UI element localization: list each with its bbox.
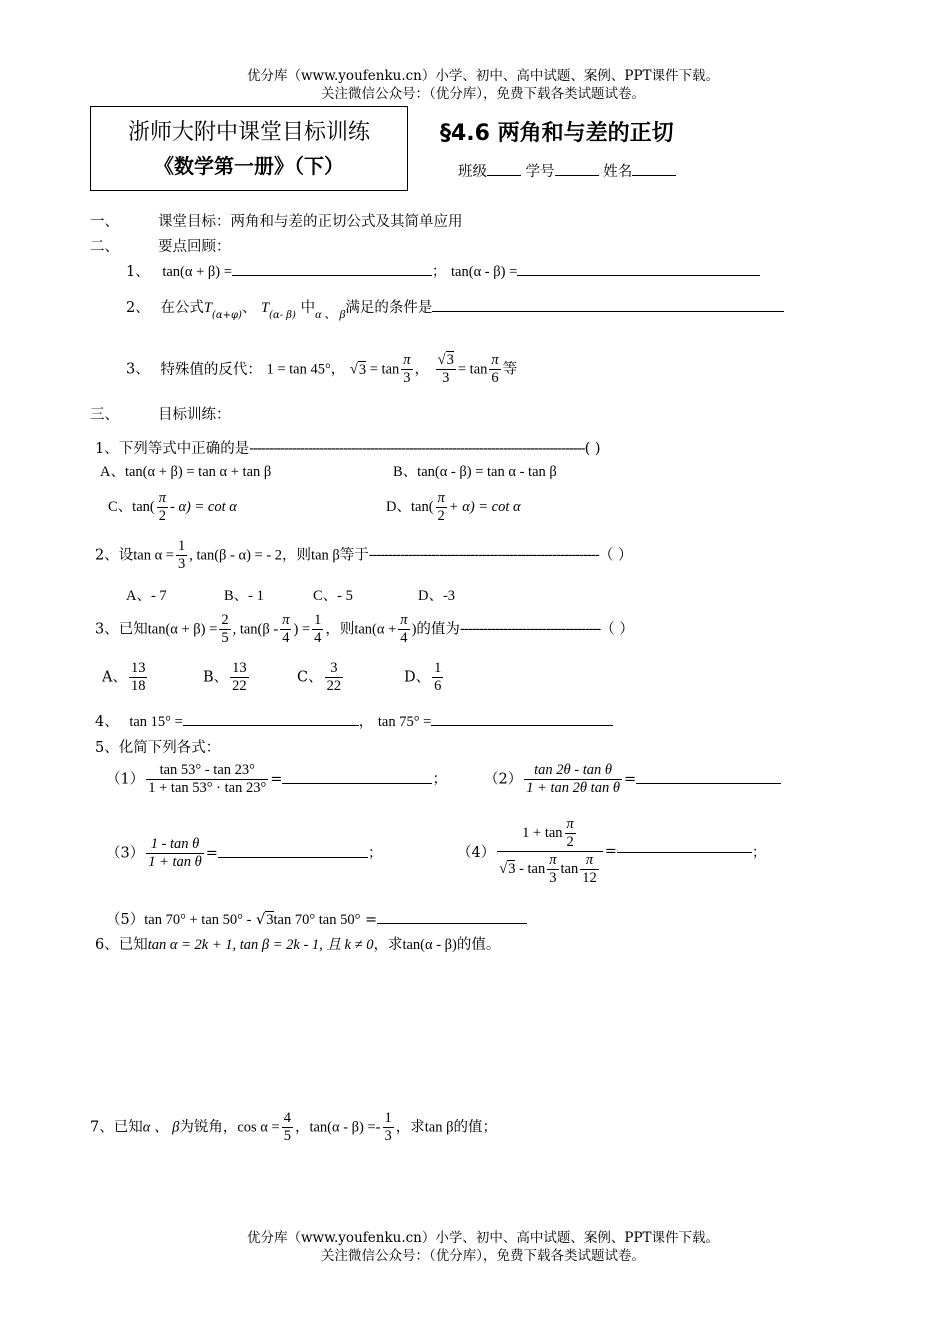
formula-T-plus: T <box>203 300 212 316</box>
frac-4-5 <box>282 1110 293 1145</box>
question-6 <box>95 933 500 954</box>
frac-den: 22 <box>326 678 342 694</box>
q2-dash-leader: ----------------------------------------------------------- <box>368 547 599 564</box>
q4-blank-a[interactable] <box>183 724 359 726</box>
lesson-title <box>440 116 674 147</box>
frac-pi-3 <box>401 352 412 387</box>
frac-den: 3 <box>403 370 411 386</box>
q5-p3-label: （3） <box>106 845 145 862</box>
q1-stem-text: 1、下列等式中正确的是 <box>95 441 250 457</box>
review-3-comma-1: ， <box>330 361 346 378</box>
q6-answer-space[interactable] <box>95 958 855 1098</box>
review-2-text-2: 满足的条件是 <box>345 300 433 316</box>
review-2-sep: 、 <box>241 300 257 316</box>
frac-den: 1 + tan 2θ tan θ <box>526 780 620 796</box>
q3-dash-leader: ------------------------------------ <box>459 621 601 638</box>
q5-p3-semi: ； <box>367 845 383 862</box>
q6-stem-text: 6、已知 <box>95 937 148 953</box>
q5-p5-blank[interactable] <box>377 922 527 924</box>
q3-part-4: tan(α + <box>354 621 397 638</box>
q5-p5-expr-a: tan 70° + tan 50° - <box>144 912 252 928</box>
q4-num: 4、 <box>95 714 119 730</box>
q4-tan-15: tan 15° = <box>129 714 183 730</box>
frac-num: π <box>403 352 411 368</box>
frac-den: 3 <box>549 870 557 886</box>
q1-c-tan: tan( <box>132 498 155 515</box>
q3-a-label: A、 <box>102 669 127 686</box>
frac-pi-6 <box>489 352 500 387</box>
frac-3-22 <box>325 660 344 695</box>
frac-num: tan 53° - tan 23° <box>146 762 268 780</box>
question-3-stem <box>95 612 634 647</box>
q5-part-2 <box>484 762 781 797</box>
q3-b-label: B、 <box>203 669 229 686</box>
section-1-num: 一、 <box>90 214 119 230</box>
sqrt-3: 3 <box>266 912 274 928</box>
q5-p2-fraction <box>524 762 622 797</box>
book-title: 《数学第一册》（下） <box>154 154 344 178</box>
frac-den: 1 + tan θ <box>148 854 202 870</box>
q2-stem-text: 2、设 <box>95 547 134 564</box>
question-5-stem: 5、化简下列各式： <box>95 740 221 756</box>
q1-option-d[interactable] <box>386 490 521 525</box>
q7-comma: ， <box>294 1119 310 1136</box>
q5-part-5: （5）tan 70° + tan 50° - √3tan 70° tan 50° = <box>106 908 527 929</box>
q1-option-c[interactable] <box>108 490 237 525</box>
frac-num: 1 - tan θ <box>146 836 204 854</box>
class-blank[interactable] <box>487 174 521 176</box>
frac-den: 4 <box>400 630 408 646</box>
frac-num: 1 <box>434 660 442 676</box>
frac-num: 13 <box>232 660 247 676</box>
q6-ask-2: 的值。 <box>456 937 501 953</box>
q5-p4-eq: = <box>604 843 617 860</box>
q5-part-4 <box>457 816 766 887</box>
q5-p4-numerator <box>497 816 603 852</box>
q6-expression: tan(α - β) <box>402 937 457 953</box>
frac-num: π <box>400 612 408 628</box>
footer-line-2: 关注微信公众号：（优分库），免费下载各类试题试卷。 <box>321 1248 645 1264</box>
question-7 <box>90 1110 497 1145</box>
student-info-row <box>458 160 676 181</box>
frac-num: π <box>437 490 445 506</box>
q5-p4-semi: ； <box>751 845 767 861</box>
q7-ask-2: 的值； <box>453 1119 497 1136</box>
frac-num: √3 <box>437 352 454 368</box>
q5-p1-blank[interactable] <box>282 782 432 784</box>
q1-answer-paren[interactable]: ( ) <box>584 441 601 457</box>
q5-p4-fraction <box>497 816 603 887</box>
review-1-blank-b[interactable] <box>517 274 760 276</box>
q6-condition: tan α = 2k + 1, tan β = 2k - 1, 且 k ≠ 0 <box>147 937 374 953</box>
formula-T-minus-sub: (α- β) <box>269 310 296 321</box>
q3-part-1: tan(α + β) = <box>147 621 218 638</box>
q6-ask-1: ，求 <box>373 937 403 953</box>
frac-num: π <box>282 612 290 628</box>
class-label: 班级 <box>458 164 487 180</box>
frac-pi-2 <box>565 816 576 851</box>
frac-1-4 <box>312 612 323 647</box>
q3-option-a[interactable] <box>102 660 149 695</box>
q2-then: ，则 <box>282 547 312 564</box>
sqrt-3: 3 <box>358 361 367 378</box>
frac-1-3 <box>176 538 187 573</box>
section-3-text: 目标训练： <box>158 407 231 423</box>
name-label: 姓名 <box>603 164 633 180</box>
q5-p2-eq: = <box>623 771 637 788</box>
review-3-text: 特殊值的反代： <box>160 361 262 378</box>
q7-acute: 为锐角， <box>179 1119 238 1136</box>
eq-tan-1: = tan <box>369 361 400 378</box>
question-2-stem <box>95 538 632 573</box>
q5-p4-blank[interactable] <box>617 851 752 853</box>
q2-condition: , tan(β - α) = - 2 <box>189 547 283 564</box>
frac-num: 1 <box>314 612 322 628</box>
question-4 <box>95 710 613 731</box>
q5-p1-semi: ； <box>432 771 447 788</box>
number-label: 学号 <box>525 164 555 180</box>
frac-2-5 <box>219 612 230 647</box>
q5-p2-label: （2） <box>484 771 523 788</box>
review-3-num: 3、 <box>126 361 150 378</box>
frac-den: 22 <box>232 678 247 694</box>
question-1-stem <box>95 437 601 458</box>
school-title: 浙师大附中课堂目标训练 <box>127 120 370 145</box>
name-blank[interactable] <box>632 174 676 176</box>
frac-den: 2 <box>437 508 445 524</box>
title-box <box>90 106 408 191</box>
q5-part-1 <box>106 762 447 797</box>
q1-d-label: D、 <box>386 498 411 515</box>
frac-num: π <box>158 490 166 506</box>
frac-pi-4 <box>280 612 291 647</box>
frac-pi-2 <box>436 490 447 525</box>
special-value-2: √3 = tan <box>349 361 400 378</box>
frac-13-18 <box>129 660 148 695</box>
frac-den: 3 <box>384 1128 392 1144</box>
q5-p1-fraction <box>146 762 268 797</box>
section-2-text: 要点回顾： <box>158 239 231 255</box>
q2-option-b[interactable]: B、- 1 <box>224 588 264 604</box>
q3-option-d[interactable] <box>404 660 445 695</box>
q1-option-a[interactable]: A、tan(α + β) = tan α + tan β <box>100 464 272 480</box>
q4-tan-75: tan 75° = <box>377 714 432 730</box>
q1-dash-leader: -------------------------------------------------------------------------------------- <box>249 441 585 457</box>
sqrt-3-b: 3 <box>446 352 454 368</box>
review-item-3 <box>126 352 517 387</box>
q7-vars: α 、 β <box>142 1119 180 1136</box>
frac-den: 5 <box>221 630 229 646</box>
frac-num: 13 <box>130 660 146 676</box>
q5-p4-denominator: √3 - tan $\frac{\pi}{3}$ tan $\frac{\pi}{12}$ <box>499 852 597 886</box>
q1-d-rest: + α) = cot α <box>448 498 521 515</box>
frac-den: 5 <box>283 1128 291 1144</box>
q5-p1-label: （1） <box>106 771 145 788</box>
q3-stem-text: 3、已知 <box>95 621 148 638</box>
frac-pi-12 <box>580 852 599 887</box>
q5-p2-blank[interactable] <box>636 782 781 784</box>
q2-tan-a: tan α = <box>133 547 174 564</box>
review-1-tan-diff: tan(α - β) = <box>451 264 518 280</box>
frac-num: π <box>491 352 499 368</box>
q3-option-c[interactable] <box>297 660 345 695</box>
review-item-1 <box>126 260 760 281</box>
review-1-sep: ； <box>431 264 447 280</box>
q7-stem-text: 7、已知 <box>90 1119 143 1136</box>
q3-part-5: ) <box>411 621 417 638</box>
review-2-vars: α 、 β <box>315 307 346 321</box>
q1-option-b[interactable]: B、tan(α - β) = tan α - tan β <box>393 464 557 480</box>
frac-den: 2 <box>566 834 574 850</box>
frac-num: 1 <box>384 1110 392 1126</box>
review-1-tan-sum: tan(α + β) = <box>162 264 232 280</box>
frac-den: 4 <box>314 630 322 646</box>
q5-p5-expr-b: tan 70° tan 50° <box>273 912 361 928</box>
q5-p5-eq: = <box>365 912 378 928</box>
q5-p1-eq: = <box>270 771 283 788</box>
q3-part-3: ) = <box>293 621 311 638</box>
q5-p3-blank[interactable] <box>218 856 368 858</box>
q5-p4-num-text: 1 + tan <box>522 824 563 841</box>
q5-p3-eq: = <box>205 845 218 862</box>
q5-p3-fraction <box>146 836 204 871</box>
q4-blank-b[interactable] <box>431 724 613 726</box>
q7-ask-1: ，求 <box>395 1119 425 1136</box>
frac-pi-3 <box>547 852 558 887</box>
q5-part-3 <box>106 836 382 871</box>
footer-line-1: 优分库（www.youfenku.cn）小学、初中、高中试题、案例、PPT课件下载。 <box>246 1230 720 1246</box>
q4-sep: ， <box>358 714 374 730</box>
review-2-num: 2、 <box>126 300 150 316</box>
frac-num: 4 <box>283 1110 291 1126</box>
review-2-text-1: 在公式 <box>160 300 204 316</box>
frac-den: 6 <box>491 370 499 386</box>
review-item-2 <box>126 296 784 322</box>
section-3-num: 三、 <box>90 407 119 423</box>
frac-pi-2 <box>157 490 168 525</box>
review-3-end: 等 <box>502 361 518 378</box>
q5-p5-label: （5） <box>106 912 145 928</box>
frac-sqrt3-3 <box>436 352 456 387</box>
q3-answer-paren[interactable]: （ ） <box>600 621 634 638</box>
frac-den: 3 <box>442 370 450 386</box>
q2-tan-b: tan β <box>311 547 340 564</box>
header-line-1: 优分库（www.youfenku.cn）小学、初中、高中试题、案例、PPT课件下载。 <box>246 68 720 84</box>
section-2-num: 二、 <box>90 239 119 255</box>
formula-T-minus: T <box>260 300 270 316</box>
q1-c-label: C、 <box>108 498 133 515</box>
frac-den: 1 + tan 53° · tan 23° <box>148 780 267 796</box>
q2-option-d[interactable]: D、-3 <box>418 588 456 604</box>
q5-p4-den-minus-tan: - tan <box>519 860 546 877</box>
frac-num: π <box>549 852 557 868</box>
frac-num: π <box>580 852 599 870</box>
section-1-text: 课堂目标：两角和与差的正切公式及其简单应用 <box>158 214 463 230</box>
q3-option-b[interactable] <box>203 660 251 695</box>
frac-den: 3 <box>177 556 186 572</box>
frac-den: 6 <box>434 678 442 694</box>
review-3-comma-2: ， <box>414 361 430 378</box>
q7-tan-diff: tan(α - β) =- <box>309 1119 381 1136</box>
frac-den: 4 <box>282 630 290 646</box>
q2-answer-paren[interactable]: （ ） <box>598 547 633 564</box>
sqrt-3: 3 <box>508 860 516 877</box>
q2-option-c[interactable]: C、- 5 <box>313 588 353 604</box>
q3-c-label: C、 <box>297 669 323 686</box>
q1-d-tan: tan( <box>410 498 434 515</box>
q5-p4-label: （4） <box>457 845 496 861</box>
review-1-blank-a[interactable] <box>232 274 432 276</box>
frac-1-3 <box>383 1110 394 1145</box>
q5-p4-den-tan: tan <box>560 860 579 877</box>
frac-1-6 <box>432 660 443 695</box>
number-blank[interactable] <box>555 174 599 176</box>
header-line-2: 关注微信公众号：（优分库），免费下载各类试题试卷。 <box>321 86 645 102</box>
frac-den: 18 <box>130 678 146 694</box>
lesson-title-text: §4.6 两角和与差的正切 <box>440 121 674 146</box>
review-1-num: 1、 <box>126 264 150 280</box>
frac-num: π <box>566 816 574 832</box>
q7-tan-b: tan β <box>424 1119 454 1136</box>
frac-13-22 <box>230 660 249 695</box>
frac-num: 1 <box>177 538 186 554</box>
special-value-1: 1 = tan 45° <box>266 361 331 378</box>
formula-T-plus-sub: (α+φ) <box>211 310 242 321</box>
review-2-blank[interactable] <box>432 310 784 312</box>
q2-ask: 等于 <box>339 547 369 564</box>
q3-part-2: , tan(β - <box>232 621 279 638</box>
q1-c-rest: - α) = cot α <box>169 498 237 515</box>
review-2-mid: 中 <box>300 300 316 316</box>
frac-num: 3 <box>325 660 344 678</box>
q3-d-label: D、 <box>404 669 431 686</box>
frac-den: 12 <box>582 870 597 886</box>
eq-tan-2: = tan <box>457 361 488 378</box>
frac-pi-4-b <box>398 612 409 647</box>
frac-num: tan 2θ - tan θ <box>524 762 622 780</box>
frac-num: 2 <box>221 612 229 628</box>
q7-cos: cos α = <box>237 1119 280 1136</box>
q3-then: ，则 <box>325 621 355 638</box>
q2-option-a[interactable]: A、- 7 <box>126 588 167 604</box>
frac-den: 2 <box>158 508 166 524</box>
q3-ask: 的值为 <box>416 621 460 638</box>
